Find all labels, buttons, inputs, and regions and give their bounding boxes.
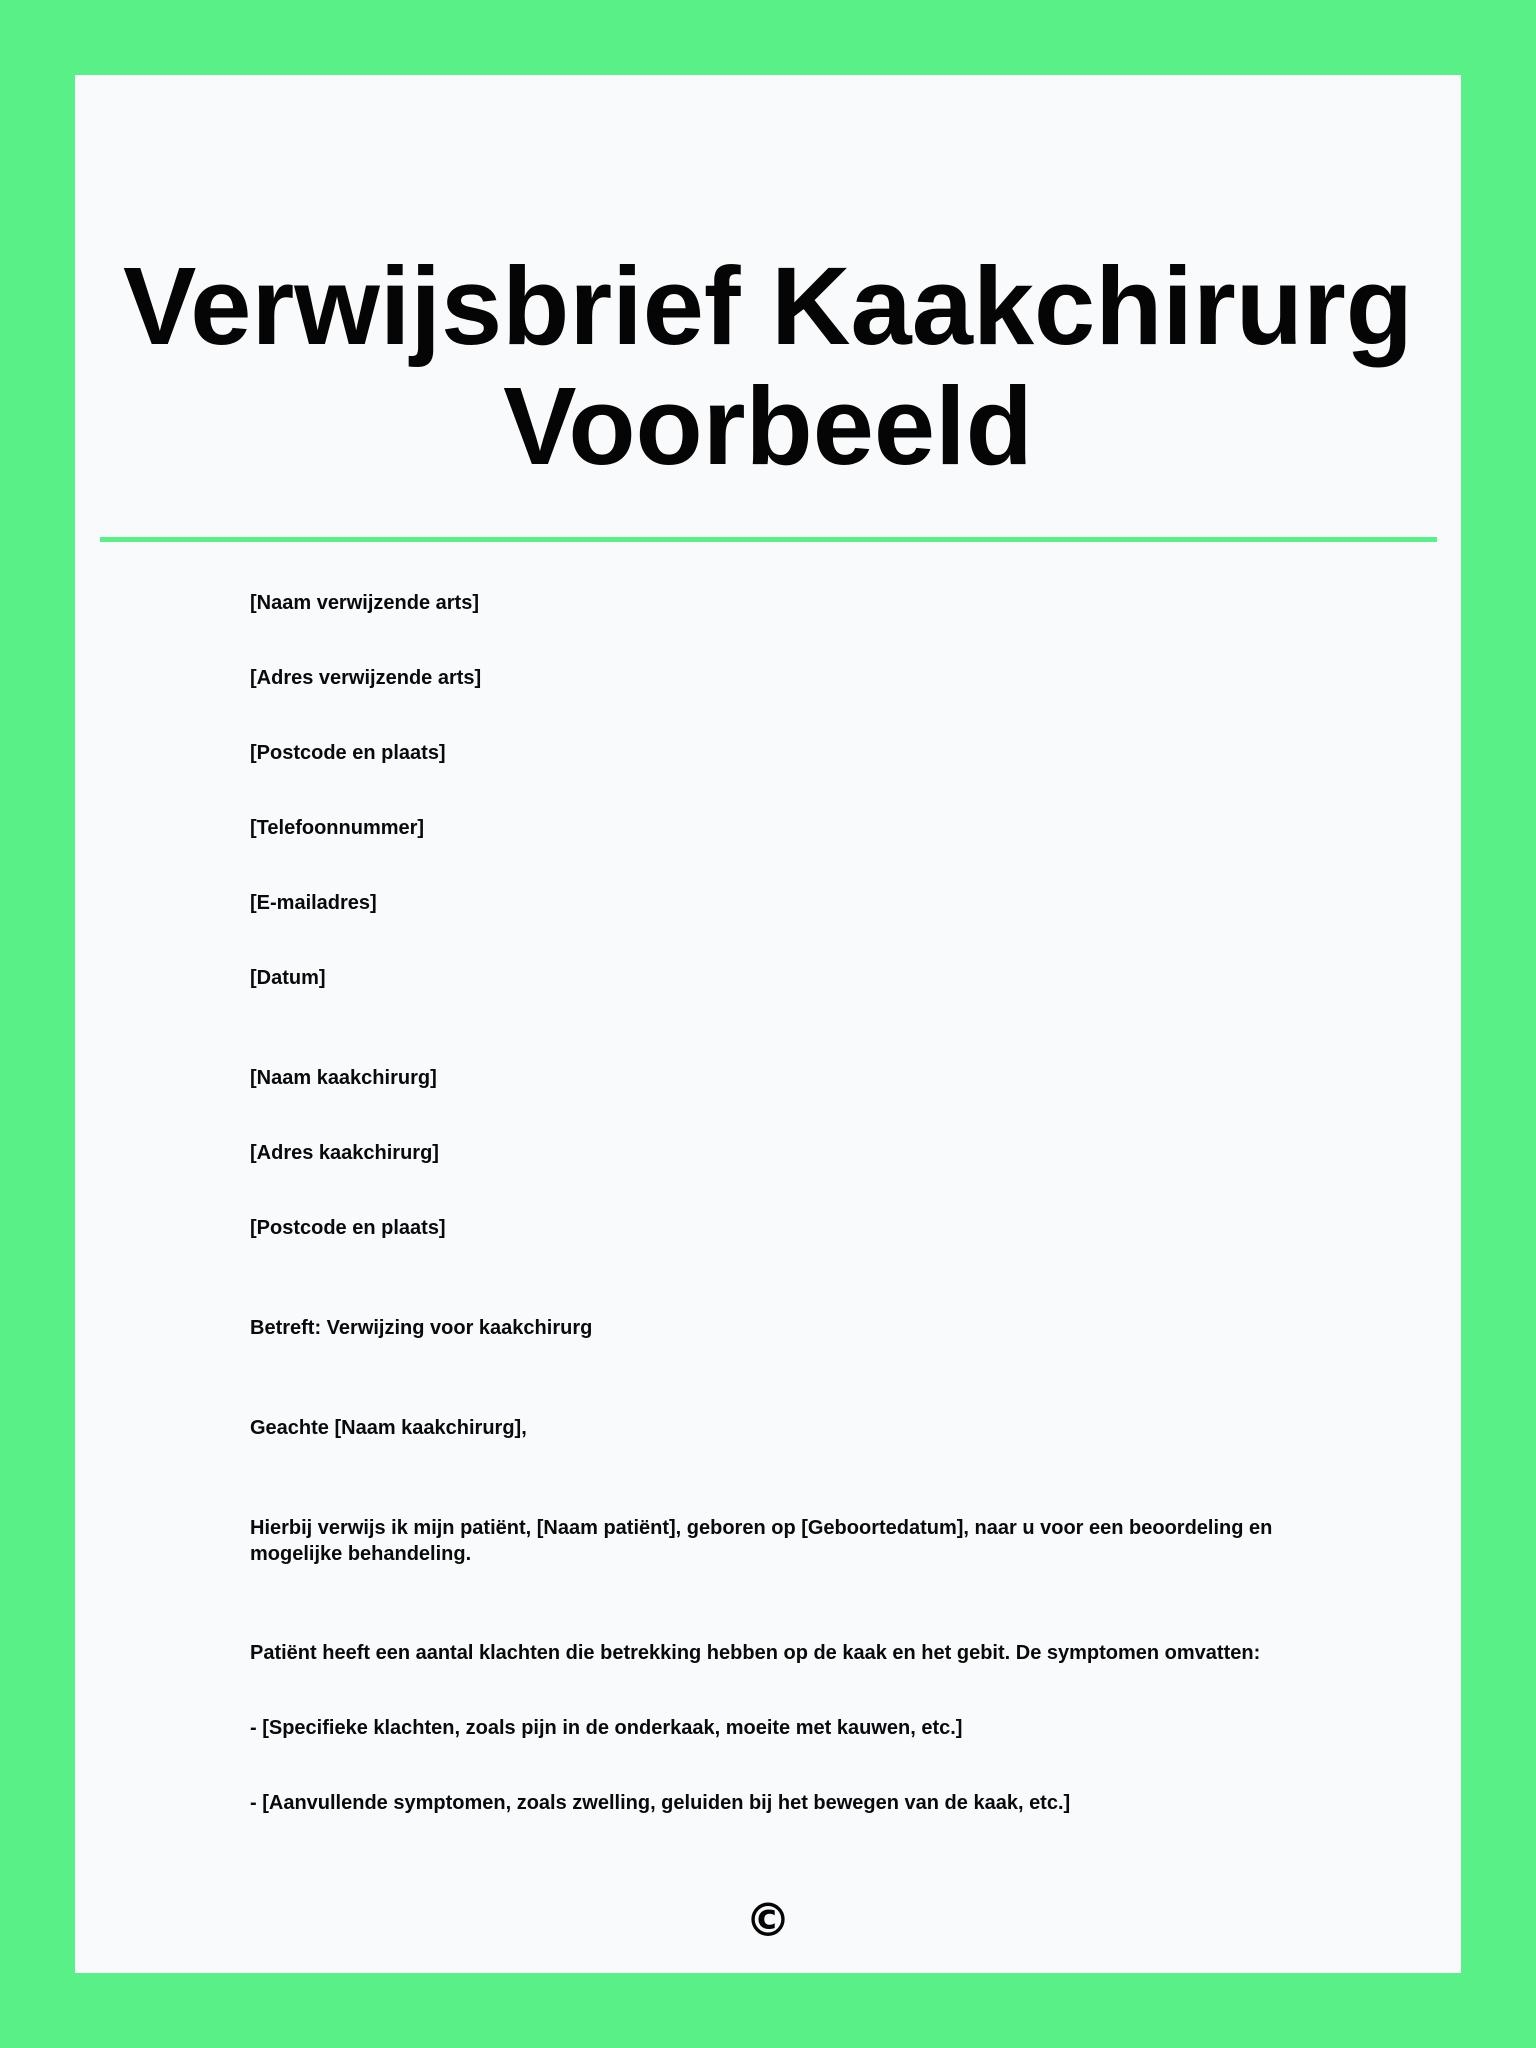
letter-date: [Datum] — [250, 967, 326, 989]
title-divider — [100, 537, 1437, 542]
letter-page — [75, 75, 1461, 1973]
recipient-postal: [Postcode en plaats] — [250, 1217, 446, 1239]
document-title: Verwijsbrief Kaakchirurg Voorbeeld — [123, 245, 1413, 488]
sender-email: [E-mailadres] — [250, 892, 377, 914]
sender-postal: [Postcode en plaats] — [250, 742, 446, 764]
symptom-item: - [Specifieke klachten, zoals pijn in de onderkaak, moeite met kauwen, etc.] — [250, 1717, 963, 1739]
recipient-name: [Naam kaakchirurg] — [250, 1067, 437, 1089]
intro-paragraph: Hierbij verwijs ik mijn patiënt, [Naam patiënt], geboren op [Geboortedatum], naar u voor een beoordeling en mogelijke behandeling. — [250, 1517, 1273, 1565]
sender-phone: [Telefoonnummer] — [250, 817, 425, 839]
sender-address: [Adres verwijzende arts] — [250, 667, 482, 689]
symptoms-intro: Patiënt heeft een aantal klachten die betrekking hebben op de kaak en het gebit. De symptomen omvatten: — [250, 1642, 1261, 1664]
sender-name: [Naam verwijzende arts] — [250, 592, 479, 614]
recipient-address: [Adres kaakchirurg] — [250, 1142, 439, 1164]
subject-line: Betreft: Verwijzing voor kaakchirurg — [250, 1317, 593, 1339]
copyright-symbol: © — [745, 1893, 791, 1947]
salutation: Geachte [Naam kaakchirurg], — [250, 1417, 527, 1439]
symptom-item: - [Aanvullende symptomen, zoals zwelling, geluiden bij het bewegen van de kaak, etc.] — [250, 1792, 1071, 1814]
